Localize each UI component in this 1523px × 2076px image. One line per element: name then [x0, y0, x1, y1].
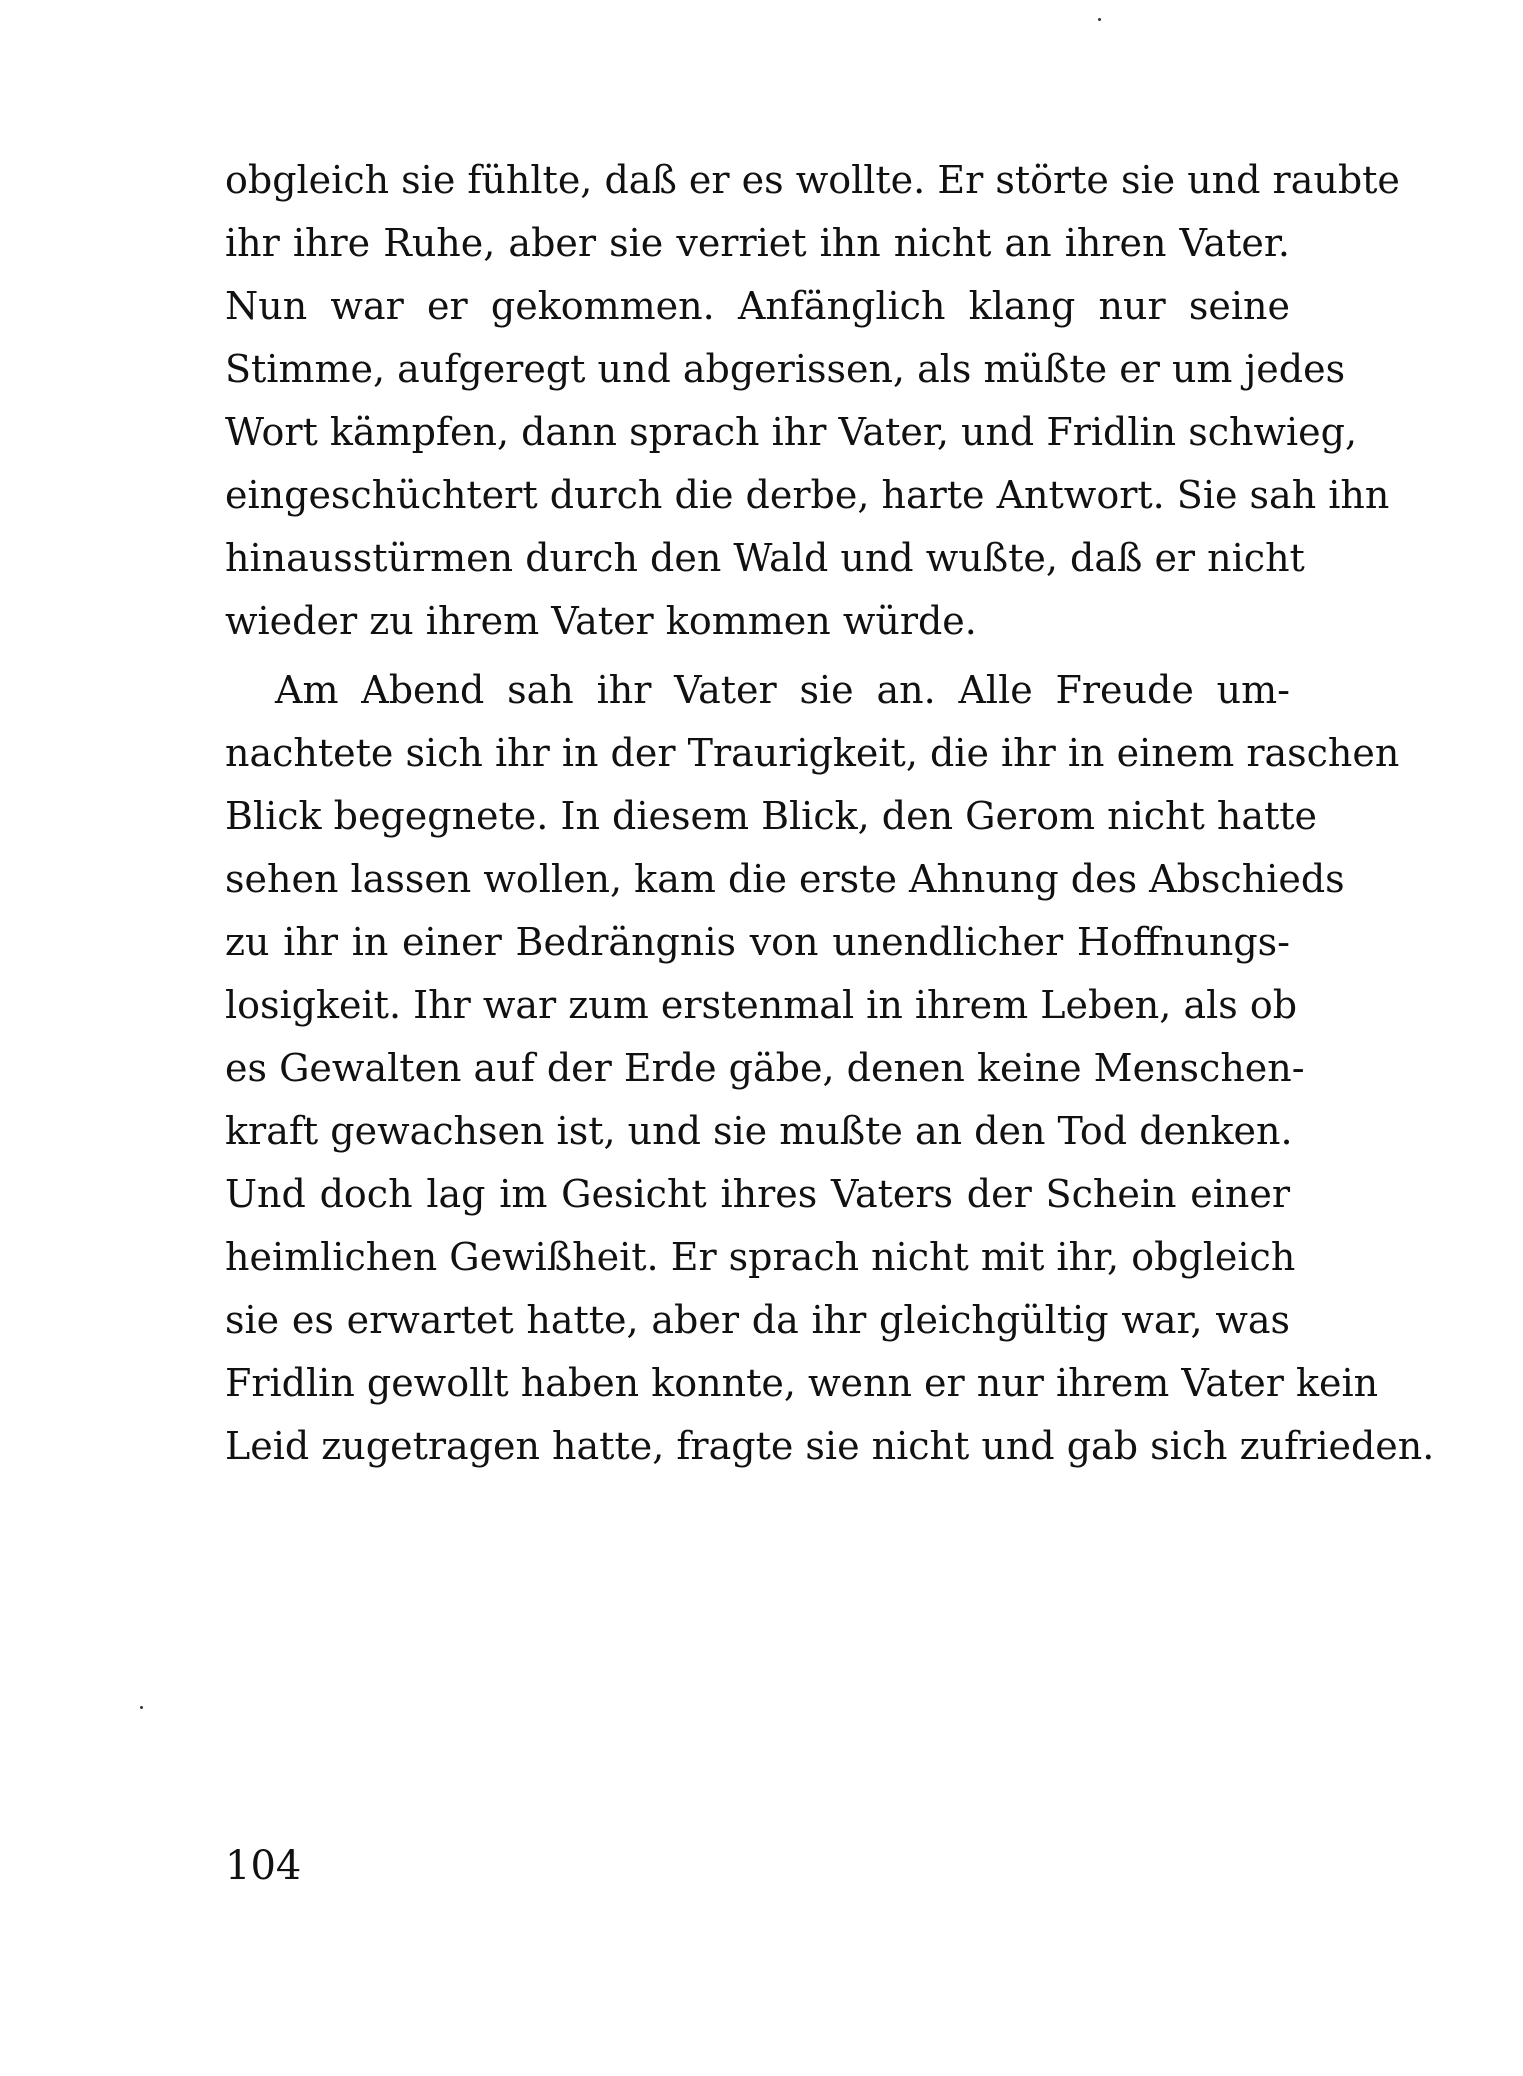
text-line: losigkeit. Ihr war zum erstenmal in ihrem Leben, als ob	[225, 983, 1298, 1027]
text-line: Blick begegnete. In diesem Blick, den Gerom nicht hatte	[225, 794, 1318, 838]
page-number: 104	[225, 1843, 302, 1889]
text-line: hinausstürmen durch den Wald und wußte, daß er nicht	[225, 536, 1305, 580]
text-line: Und doch lag im Gesicht ihres Vaters der Schein einer	[225, 1172, 1290, 1216]
text-line: nachtete sich ihr in der Traurigkeit, die ihr in einem raschen	[225, 731, 1400, 775]
text-line: eingeschüchtert durch die derbe, harte Antwort. Sie sah ihn	[225, 473, 1390, 517]
text-line: Leid zugetragen hatte, fragte sie nicht und gab sich zufrieden.	[225, 1424, 1435, 1468]
text-line: Fridlin gewollt haben konnte, wenn er nur ihrem Vater kein	[225, 1361, 1379, 1405]
text-line: obgleich sie fühlte, daß er es wollte. Er störte sie und raubte	[225, 158, 1400, 202]
text-line: sehen lassen wollen, kam die erste Ahnung des Abschieds	[225, 857, 1345, 901]
text-line: zu ihr in einer Bedrängnis von unendlicher Hoffnungs-	[225, 920, 1290, 964]
text-line: wieder zu ihrem Vater kommen würde.	[225, 599, 977, 643]
text-line: sie es erwartet hatte, aber da ihr gleichgültig war, was	[225, 1298, 1290, 1342]
scan-speck	[140, 1706, 143, 1709]
text-line: es Gewalten auf der Erde gäbe, denen keine Menschen-	[225, 1046, 1305, 1090]
text-line: Nun war er gekommen. Anfänglich klang nur seine	[225, 284, 1290, 328]
text-line: ihr ihre Ruhe, aber sie verriet ihn nicht an ihren Vater.	[225, 221, 1290, 265]
text-line: kraft gewachsen ist, und sie mußte an den Tod denken.	[225, 1109, 1293, 1153]
text-line: heimlichen Gewißheit. Er sprach nicht mit ihr, obgleich	[225, 1235, 1296, 1279]
text-line: Am Abend sah ihr Vater sie an. Alle Freude um-	[275, 668, 1290, 712]
text-line: Wort kämpfen, dann sprach ihr Vater, und Fridlin schwieg,	[225, 410, 1358, 454]
scan-speck	[1098, 18, 1101, 21]
text-line: Stimme, aufgeregt und abgerissen, als müßte er um jedes	[225, 347, 1346, 391]
